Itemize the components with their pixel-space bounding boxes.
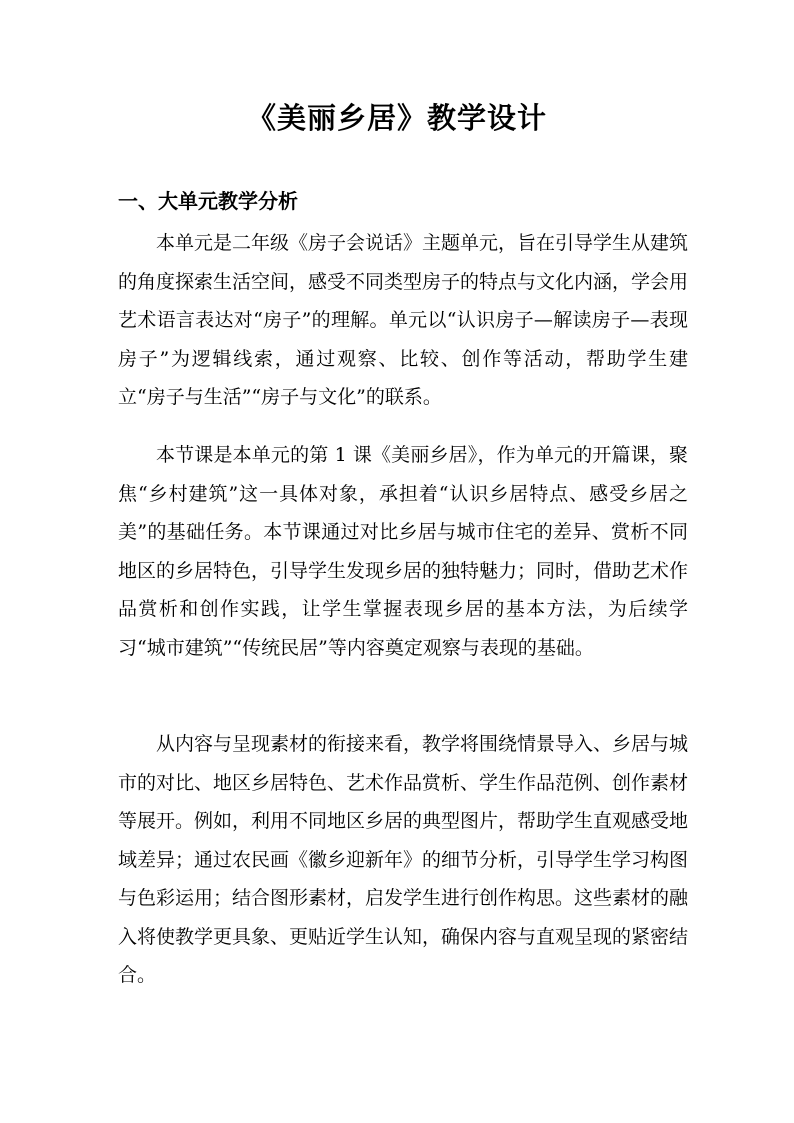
paragraph-lesson-position: 本节课是本单元的第 1 课《美丽乡居》，作为单元的开篇课，聚焦“乡村建筑”这一具体对象，承担着“认识乡居特点、感受乡居之美”的基础任务。本节课通过对比乡居与城市住宅的差异、赏析不同地区的乡居特色，引导学生发现乡居的独特魅力；同时，借助艺术作品赏析和创作实践，让学生掌握表现乡居的基本方法，为后续学习“城市建筑”“传统民居”等内容奠定观察与表现的基础。 [118,444,689,659]
paragraph-unit-overview: 本单元是二年级《房子会说话》主题单元，旨在引导学生从建筑的角度探索生活空间，感受不同类型房子的特点与文化内涵，学会用艺术语言表达对“房子”的理解。单元以“认识房子—解读房子—表现房子”为逻辑线索，通过观察、比较、创作等活动，帮助学生建立“房子与生活”“房子与文化”的联系。 [118,232,689,408]
section-heading: 一、大单元教学分析 [118,189,298,213]
document-title: 《美丽乡居》教学设计 [246,101,547,135]
paragraph-materials: 从内容与呈现素材的衔接来看，教学将围绕情景导入、乡居与城市的对比、地区乡居特色、艺术作品赏析、学生作品范例、创作素材等展开。例如，利用不同地区乡居的典型图片，帮助学生直观感受地域差异；通过农民画《徽乡迎新年》的细节分析，引导学生学习构图与色彩运用；结合图形素材，启发学生进行创作构思。这些素材的融入将使教学更具象、更贴近学生认知，确保内容与直观呈现的紧密结合。 [118,733,689,986]
